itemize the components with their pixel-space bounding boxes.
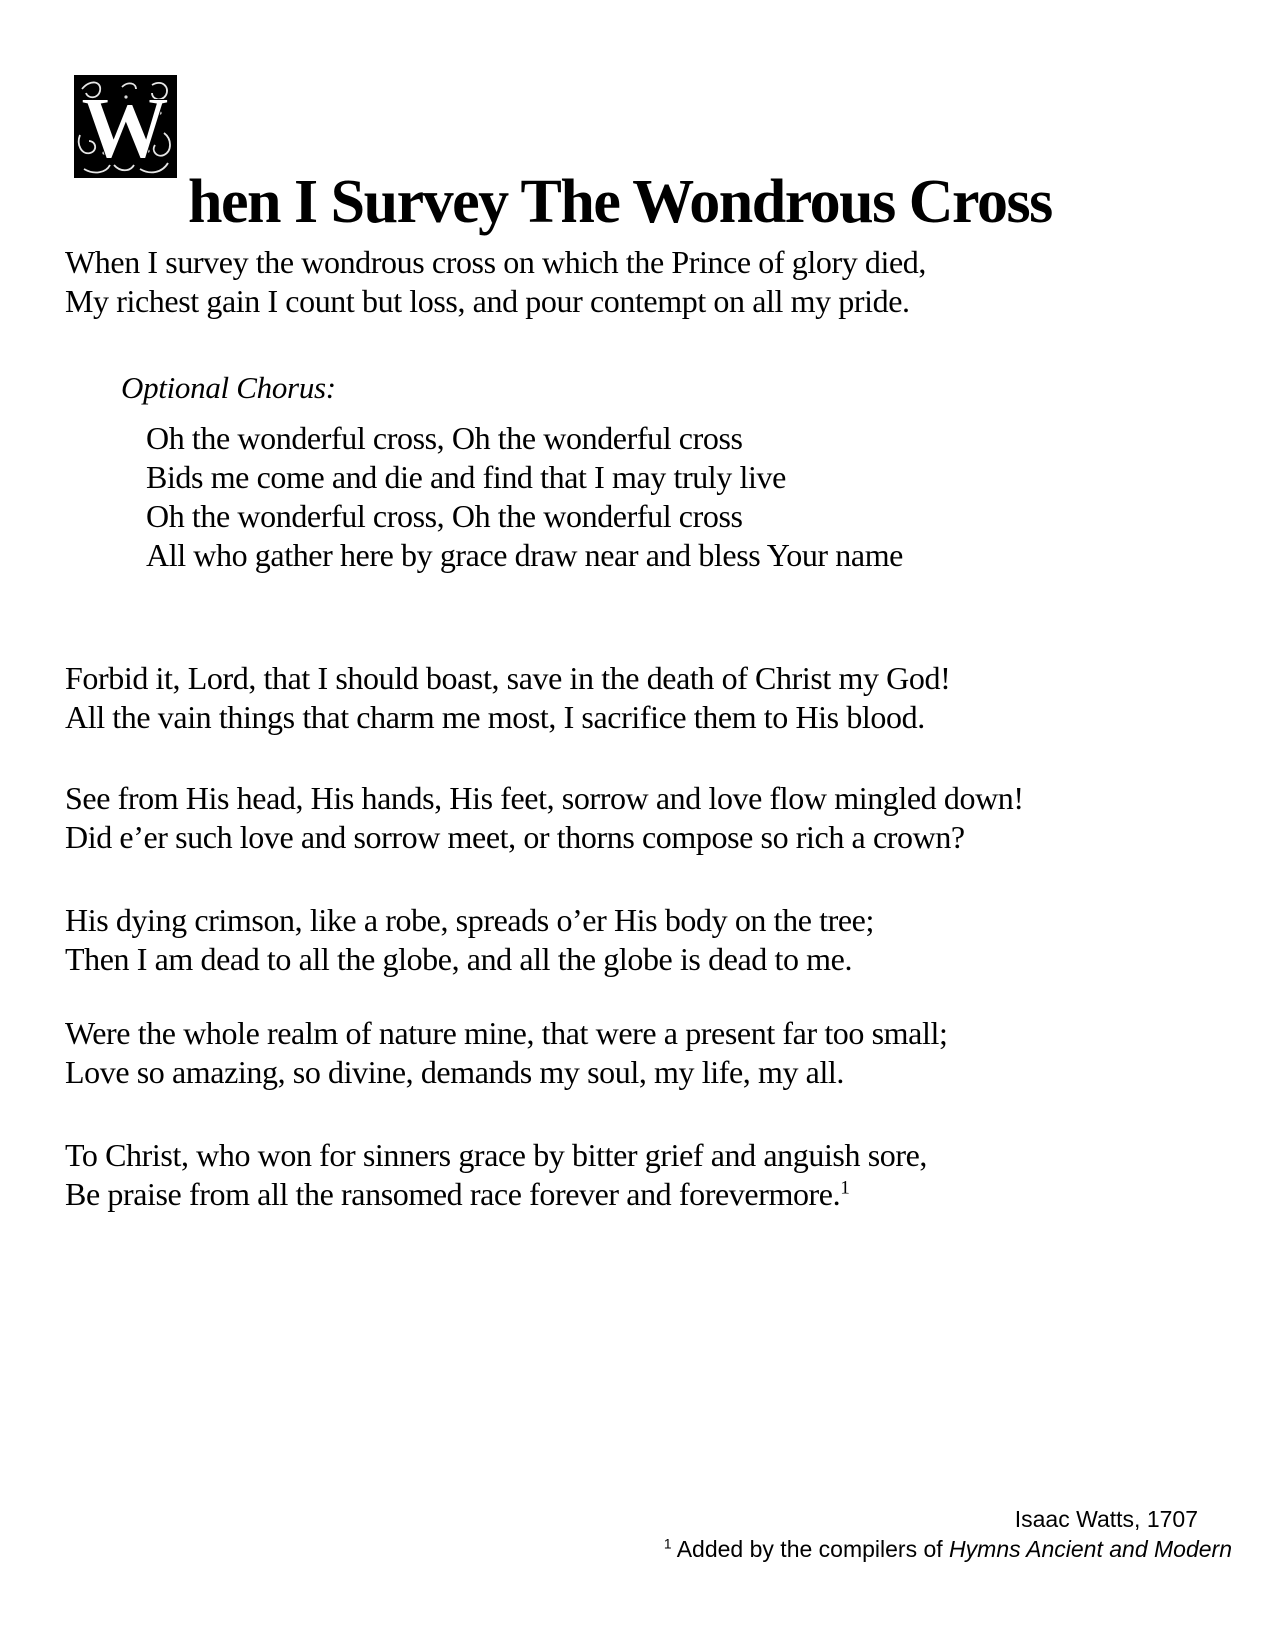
verse-line: All the vain things that charm me most, I sacrifice them to His blood. [65, 699, 925, 735]
footnote-source-title: Hymns Ancient and Modern [949, 1536, 1232, 1562]
verse-line: See from His head, His hands, His feet, sorrow and love flow mingled down! [65, 780, 1024, 816]
drop-cap-ornament-icon [74, 75, 177, 178]
verse-line [65, 1175, 927, 1214]
chorus-label: Optional Chorus: [121, 370, 336, 405]
chorus [146, 419, 903, 575]
footnote [664, 1534, 1232, 1564]
drop-cap-letter: W [81, 80, 169, 177]
verse-line: Forbid it, Lord, that I should boast, save in the death of Christ my God! [65, 660, 951, 696]
chorus-line: Oh the wonderful cross, Oh the wonderful cross [146, 498, 743, 534]
verse-line: His dying crimson, like a robe, spreads o’er His body on the tree; [65, 902, 874, 938]
hymn-title: hen I Survey The Wondrous Cross [188, 167, 1052, 236]
footnote-marker: 1 [663, 1536, 672, 1552]
verse-line: Then I am dead to all the globe, and all the globe is dead to me. [65, 941, 853, 977]
chorus-line: All who gather here by grace draw near and bless Your name [146, 537, 903, 573]
chorus-line: Bids me come and die and find that I may truly live [146, 459, 786, 495]
attribution: Isaac Watts, 1707 [1014, 1506, 1198, 1532]
chorus-line: Oh the wonderful cross, Oh the wonderful cross [146, 420, 743, 456]
verse-line: My richest gain I count but loss, and pour contempt on all my pride. [65, 283, 910, 319]
verse-line: Love so amazing, so divine, demands my soul, my life, my all. [65, 1054, 845, 1090]
verse-line: Were the whole realm of nature mine, that were a present far too small; [65, 1015, 948, 1051]
verse-2 [65, 659, 950, 737]
verse-line-text: Be praise from all the ransomed race forever and forevermore. [65, 1176, 841, 1212]
verse-3 [65, 779, 1024, 857]
verse-line: Did e’er such love and sorrow meet, or thorns compose so rich a crown? [65, 819, 965, 855]
verse-line: When I survey the wondrous cross on which the Prince of glory died, [65, 244, 926, 280]
footer [664, 1504, 1232, 1564]
verse-line: To Christ, who won for sinners grace by bitter grief and anguish sore, [65, 1137, 928, 1173]
verse-5 [65, 1014, 947, 1092]
verse-1 [65, 243, 926, 321]
verse-6 [65, 1136, 927, 1214]
footnote-text: Added by the compilers of [676, 1536, 943, 1562]
verse-4 [65, 901, 874, 979]
footnote-marker: 1 [840, 1177, 850, 1199]
